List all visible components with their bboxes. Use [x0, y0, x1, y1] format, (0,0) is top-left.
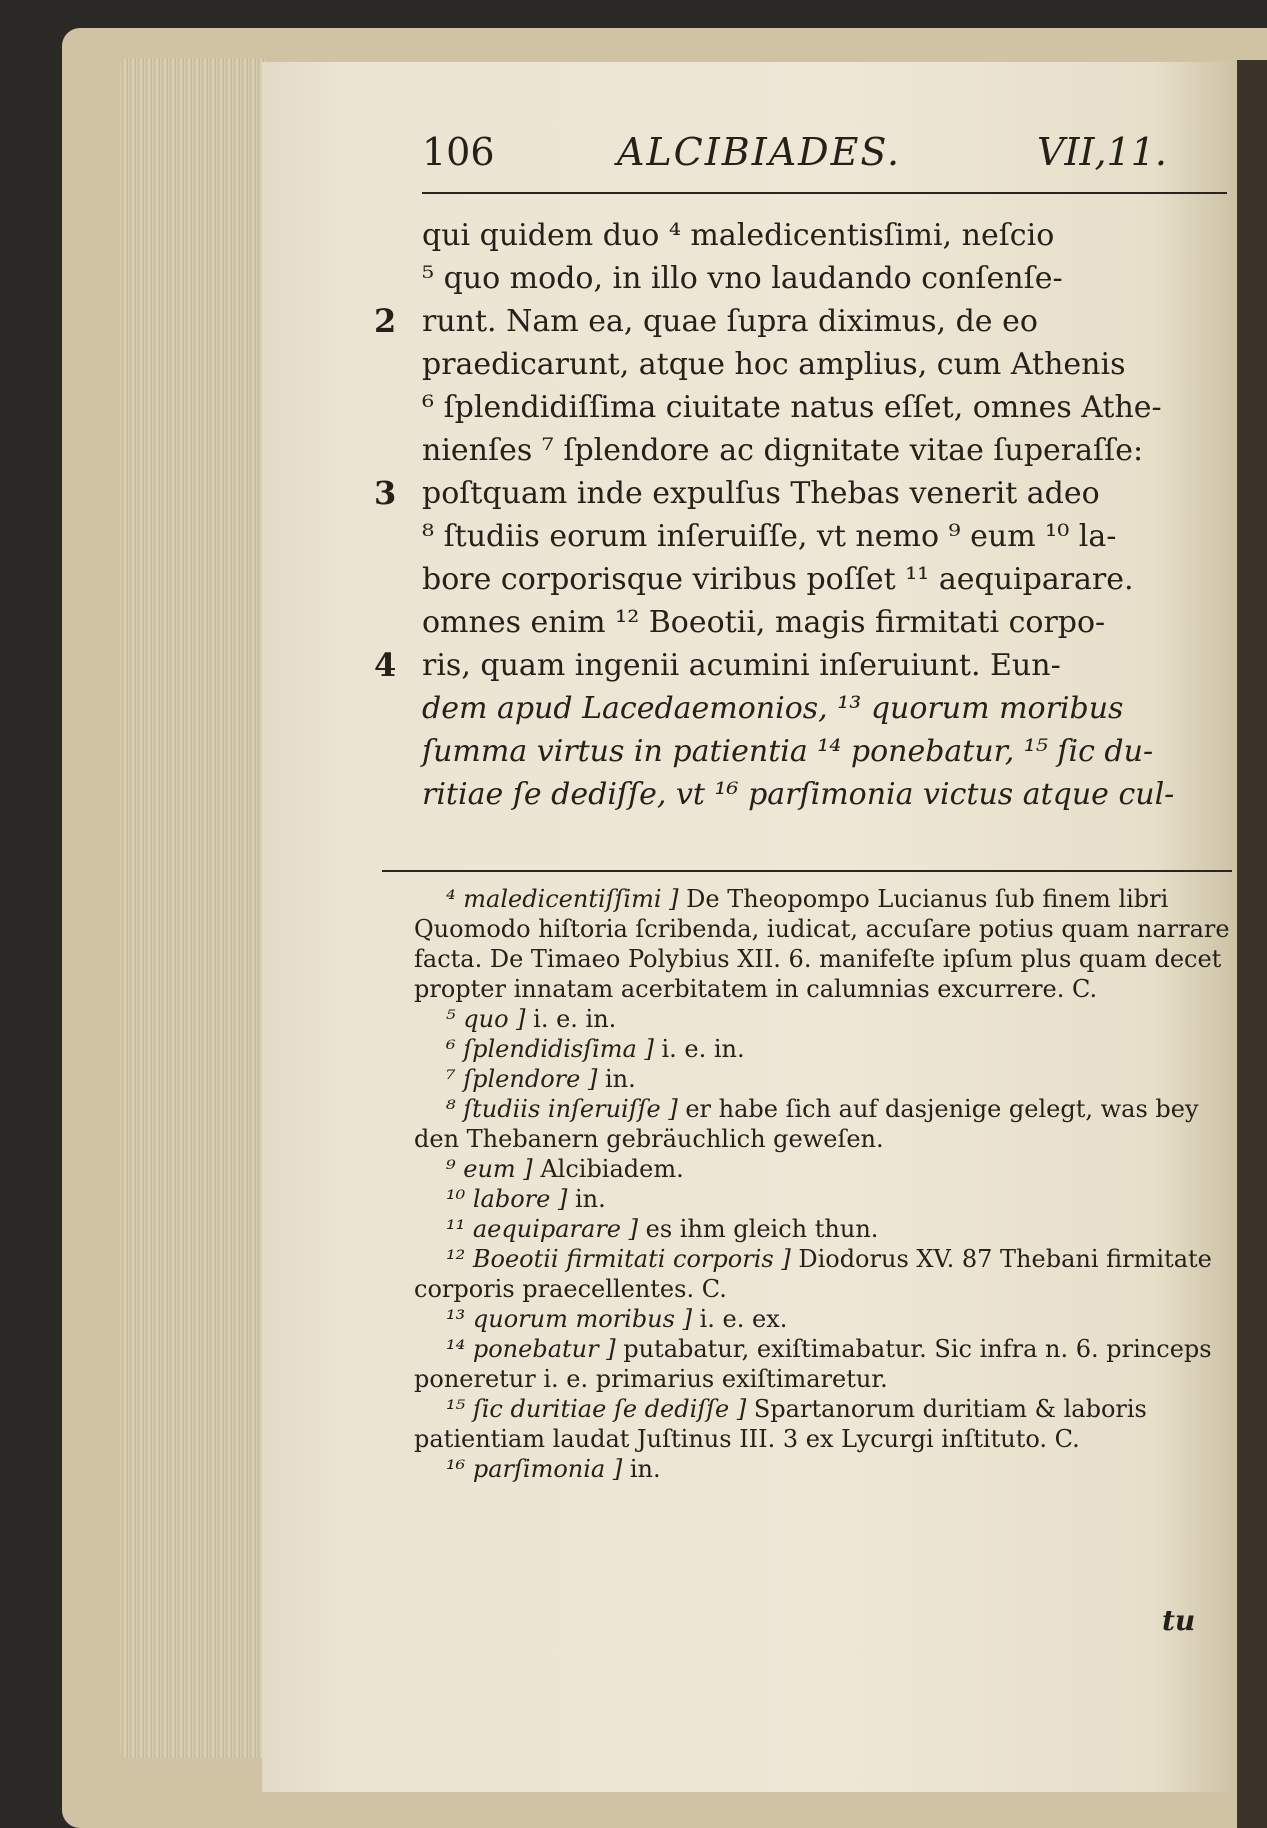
footnote-text: es ihm gleich thun.	[645, 1215, 879, 1243]
text-line	[374, 644, 1232, 687]
line-text: ſumma virtus in patientia ¹⁴ ponebatur, ¹⁵ ſic du-	[422, 734, 1154, 769]
footnote	[382, 1184, 1242, 1214]
footnote	[382, 1214, 1242, 1244]
footnote	[382, 1304, 1242, 1334]
text-line	[374, 472, 1232, 515]
line-text: poſtquam inde expulſus Thebas venerit adeo	[422, 476, 1100, 511]
header-rule	[422, 192, 1227, 194]
line-text: ⁶ ſplendidiſſima ciuitate natus eſſet, omnes Athe-	[422, 390, 1162, 425]
text-line	[382, 257, 1232, 300]
footnote	[382, 884, 1242, 1004]
running-header	[422, 130, 1267, 180]
footnote-text: Alcibiadem.	[540, 1155, 684, 1183]
footnote-text: i. e. in.	[533, 1005, 617, 1033]
footnote-label: ¹¹ aequiparare ]	[446, 1215, 638, 1243]
margin-number: 2	[374, 302, 397, 340]
line-text: ris, quam ingenii acumini inſeruiunt. Eun-	[422, 648, 1061, 683]
margin-number: 4	[374, 646, 397, 684]
line-text: runt. Nam ea, quae ſupra diximus, de eo	[422, 304, 1038, 339]
text-line	[382, 687, 1232, 730]
text-line	[374, 300, 1232, 343]
book-page	[262, 62, 1232, 1792]
footnote-text: i. e. in.	[661, 1035, 745, 1063]
section-number: VII,11.	[1037, 130, 1167, 174]
line-text: omnes enim ¹² Boeotii, magis firmitati corpo-	[422, 605, 1106, 640]
line-text: qui quidem duo ⁴ maledicentisſimi, neſcio	[422, 218, 1055, 253]
footnote-label: ⁷ ſplendore ]	[446, 1065, 598, 1093]
footnote-label: ¹³ quorum moribus ]	[446, 1305, 692, 1333]
line-text: dem apud Lacedaemonios, ¹³ quorum moribus	[422, 691, 1124, 726]
catchword: tu	[1162, 1604, 1196, 1637]
footnote	[382, 1094, 1242, 1154]
footnote-label: ¹⁰ labore ]	[446, 1185, 568, 1213]
footnote-label: ⁵ quo ]	[446, 1005, 526, 1033]
text-line	[382, 429, 1232, 472]
footnote-label: ⁶ ſplendidisſima ]	[446, 1035, 654, 1063]
footnote-text: in.	[629, 1455, 661, 1483]
text-line	[382, 515, 1232, 558]
footnote	[382, 1334, 1242, 1394]
footnote-label: ⁸ ſtudiis inſeruiſſe ]	[446, 1095, 678, 1123]
footnote	[382, 1034, 1242, 1064]
footnote-text: Diodorus XV. 87 Thebani firmitate corporis praecellentes. C.	[414, 1245, 1212, 1303]
line-text: ⁵ quo modo, in illo vno laudando conſenſe-	[422, 261, 1063, 296]
footnote	[382, 1154, 1242, 1184]
text-line	[382, 386, 1232, 429]
footnote-rule	[382, 870, 1232, 872]
footnote	[382, 1394, 1242, 1454]
footnote-text: in.	[604, 1065, 636, 1093]
footnote-text: i. e. ex.	[699, 1305, 788, 1333]
footnote	[382, 1004, 1242, 1034]
line-text: bore corporisque viribus poſſet ¹¹ aequiparare.	[422, 562, 1134, 597]
line-text: nienſes ⁷ ſplendore ac dignitate vitae ſuperaſſe:	[422, 433, 1144, 468]
footnotes	[382, 884, 1242, 1484]
line-text: ritiae ſe dediſſe, vt ¹⁶ parſimonia victus atque cul-	[422, 777, 1175, 812]
running-title: ALCIBIADES.	[617, 130, 902, 174]
footnote-label: ¹⁶ parſimonia ]	[446, 1455, 623, 1483]
footnote-text: in.	[574, 1185, 606, 1213]
footnote	[382, 1064, 1242, 1094]
main-text	[374, 214, 1232, 816]
footnote-label: ⁹ eum ]	[446, 1155, 533, 1183]
footnote-label: ¹⁴ ponebatur ]	[446, 1335, 616, 1363]
footnote-text: Spartanorum duritiam & laboris patientiam laudat Juſtinus III. 3 ex Lycurgi inſtituto. C.	[414, 1395, 1147, 1453]
footnote-label: ¹² Boeotii firmitati corporis ]	[446, 1245, 791, 1273]
text-line	[382, 343, 1232, 386]
footnote-text: er habe ſich auf dasjenige gelegt, was bey den Thebanern gebräuchlich geweſen.	[414, 1095, 1199, 1153]
footnote-text: De Theopompo Lucianus ſub finem libri Quomodo hiſtoria ſcribenda, iudicat, accuſare potius quam narrare facta. De Timaeo Polybius XII. 6. manifeſte ipſum plus quam decet propter innatam acerbitatem in calumnias excurrere. C.	[414, 885, 1230, 1003]
page-number: 106	[422, 130, 495, 174]
footnote	[382, 1454, 1242, 1484]
line-text: ⁸ ſtudiis eorum inſeruiſſe, vt nemo ⁹ eum ¹⁰ la-	[422, 519, 1117, 554]
text-line	[382, 773, 1232, 816]
text-line	[382, 558, 1232, 601]
text-line	[382, 601, 1232, 644]
footnote-label: ¹⁵ ſic duritiae ſe dediſſe ]	[446, 1395, 747, 1423]
footnote-text: putabatur, exiſtimabatur. Sic infra n. 6. princeps poneretur i. e. primarius exiſtimaretur.	[414, 1335, 1212, 1393]
footnote-label: ⁴ maledicentiſſimi ]	[446, 885, 679, 913]
text-line	[382, 730, 1232, 773]
footnote	[382, 1244, 1242, 1304]
page-edges	[120, 58, 265, 1758]
text-line	[382, 214, 1232, 257]
line-text: praedicarunt, atque hoc amplius, cum Athenis	[422, 347, 1126, 382]
margin-number: 3	[374, 474, 397, 512]
